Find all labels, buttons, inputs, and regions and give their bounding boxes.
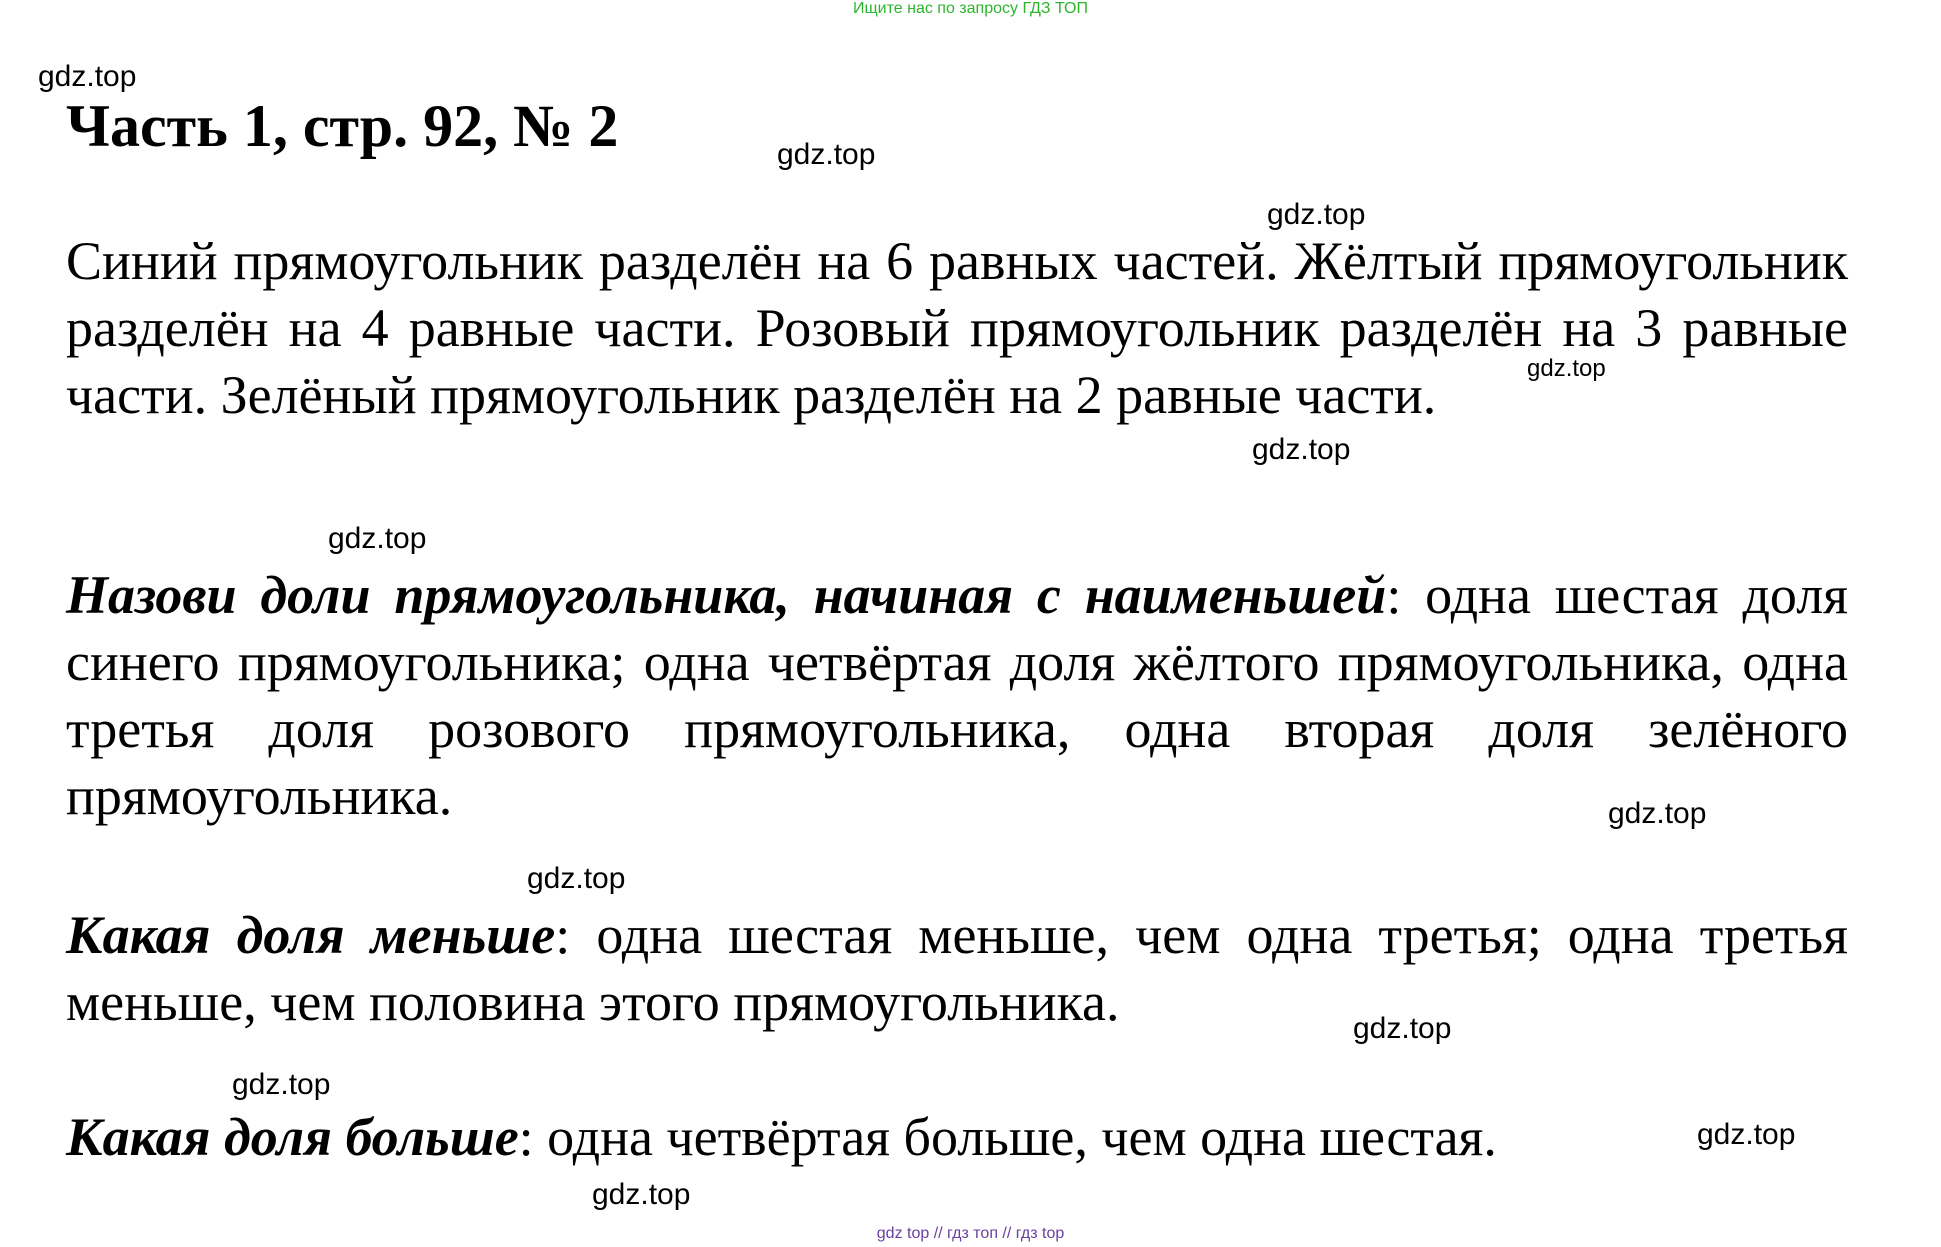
watermark: gdz.top: [232, 1068, 331, 1101]
watermark: gdz.top: [1608, 797, 1707, 830]
watermark: gdz.top: [38, 60, 137, 93]
watermark: gdz.top: [1252, 433, 1351, 466]
answer-paragraph-shares: [66, 562, 1848, 830]
top-banner[interactable]: Ищите нас по запросу ГДЗ ТОП: [853, 0, 1088, 17]
watermark: gdz.top: [592, 1178, 691, 1211]
question-label: Какая доля больше: [66, 1107, 519, 1167]
question-label: Какая доля меньше: [66, 905, 556, 965]
watermark: gdz.top: [1353, 1012, 1452, 1045]
page-title: Часть 1, стр. 92, № 2: [66, 93, 619, 159]
answer-paragraph-smaller: [66, 902, 1848, 1036]
answer-text: : одна шестая доля синего прямоугольника; одна четвёртая доля жёлтого прямоугольника, одна третья доля розового прямоугольника, одна вторая доля зелёного прямоугольника.: [66, 565, 1848, 826]
watermark: gdz.top: [328, 522, 427, 555]
answer-text: : одна шестая меньше, чем одна третья; одна третья меньше, чем половина этого прямоугольника.: [66, 905, 1848, 1032]
task-text: Синий прямоугольник разделён на 6 равных частей. Жёлтый прямоугольник разделён на 4 равные части. Розовый прямоугольник разделён на 3 равные части. Зелёный прямоугольник разделён на 2 равные части.: [66, 231, 1848, 425]
watermark: gdz.top: [777, 138, 876, 171]
watermark: gdz.top: [1267, 198, 1366, 231]
watermark: gdz.top: [1697, 1118, 1796, 1151]
watermark: gdz.top: [1527, 355, 1606, 382]
footer-links[interactable]: gdz top // гдз топ // гдз top: [876, 1225, 1065, 1242]
watermark: gdz.top: [527, 862, 626, 895]
answer-text: : одна четвёртая больше, чем одна шестая.: [518, 1107, 1497, 1167]
answer-paragraph-larger: [66, 1104, 1848, 1171]
question-label: Назови доли прямоугольника, начиная с наименьшей: [66, 565, 1387, 625]
